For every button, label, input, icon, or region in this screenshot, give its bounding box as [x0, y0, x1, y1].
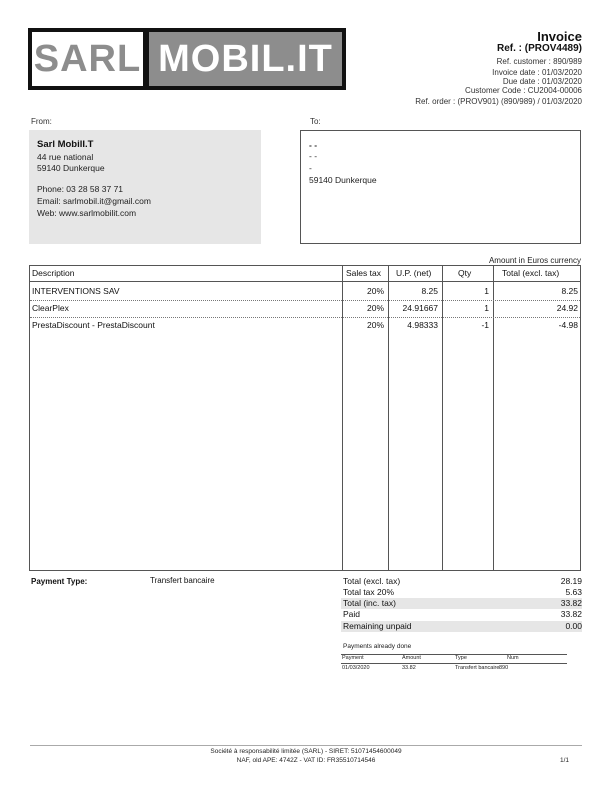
- total-value: 0.00: [565, 621, 582, 631]
- table-row: [30, 300, 580, 318]
- total-tax: [341, 587, 582, 598]
- row-tax: 20%: [366, 320, 384, 330]
- footer-divider: [30, 745, 582, 746]
- company-logo: [28, 28, 346, 90]
- row-qty: -1: [481, 320, 489, 330]
- total-label: Total (excl. tax): [343, 576, 401, 586]
- invoice-lines-table: [29, 265, 581, 571]
- pay-date: 01/03/2020: [342, 665, 370, 671]
- row-unit-price: 24.91667: [402, 303, 438, 313]
- pay-col-amount: Amount: [402, 655, 421, 661]
- invoice-ref: Ref. : (PROV4489): [496, 43, 582, 54]
- total-value: 33.82: [560, 598, 582, 608]
- row-description: ClearPlex: [32, 303, 69, 313]
- invoice-date: Invoice date : 01/03/2020: [492, 68, 582, 77]
- sender-email: Email: sarlmobil.it@gmail.com: [37, 196, 151, 206]
- table-header: [30, 266, 580, 282]
- total-value: 5.63: [565, 587, 582, 597]
- row-total: 24.92: [556, 303, 578, 313]
- payments-done-title: Payments already done: [343, 643, 412, 650]
- pay-col-payment: Payment: [342, 655, 364, 661]
- logo-right-text: MOBIL.IT: [149, 32, 342, 86]
- total-inc-tax: [341, 598, 582, 609]
- pay-col-num: Num: [507, 655, 519, 661]
- col-sales-tax: Sales tax: [346, 268, 381, 278]
- row-description: INTERVENTIONS SAV: [32, 286, 120, 296]
- currency-note: Amount in Euros currency: [488, 256, 581, 265]
- due-date: Due date : 01/03/2020: [502, 77, 582, 86]
- footer-legal-2: NAF, old APE: 4742Z - VAT ID: FR35510714546: [236, 757, 376, 764]
- table-row: [30, 283, 580, 301]
- total-value: 33.82: [560, 609, 582, 619]
- total-paid: [341, 609, 582, 620]
- sender-phone: Phone: 03 28 58 37 71: [37, 184, 124, 194]
- total-label: Remaining unpaid: [343, 621, 412, 631]
- row-total: -4.98: [558, 320, 578, 330]
- total-label: Total (inc. tax): [343, 598, 396, 608]
- sender-address-box: [29, 130, 261, 244]
- recipient-city: 59140 Dunkerque: [309, 175, 377, 185]
- to-label: To:: [310, 117, 321, 126]
- sender-city: 59140 Dunkerque: [37, 163, 105, 173]
- from-label: From:: [31, 117, 52, 126]
- payments-header: [341, 654, 567, 664]
- recipient-line1: - -: [309, 151, 318, 161]
- payment-type-value: Transfert bancaire: [150, 576, 215, 585]
- recipient-line2: -: [309, 163, 312, 173]
- payment-type-label: Payment Type:: [31, 577, 88, 586]
- row-total: 8.25: [561, 286, 578, 296]
- logo-left-text: SARL: [32, 32, 143, 86]
- sender-name: Sarl MobilI.T: [37, 139, 94, 150]
- total-value: 28.19: [560, 576, 582, 586]
- recipient-name: - -: [309, 140, 318, 150]
- row-unit-price: 4.98333: [407, 320, 438, 330]
- total-excl-tax: [341, 576, 582, 587]
- ref-order: Ref. order : (PROV901) (890/989) / 01/03/2020: [415, 97, 582, 106]
- total-label: Total tax 20%: [343, 587, 395, 597]
- payments-row: [341, 664, 567, 672]
- pay-type: Transfert bancaire: [455, 665, 500, 671]
- footer-legal-1: Société à responsabilité limitée (SARL) - SIRET: 51071454600049: [210, 748, 402, 755]
- col-description: Description: [32, 268, 75, 278]
- payments-done-table: [341, 654, 567, 672]
- row-tax: 20%: [366, 286, 384, 296]
- row-tax: 20%: [366, 303, 384, 313]
- pay-num: 890: [499, 665, 509, 671]
- row-qty: 1: [484, 286, 489, 296]
- row-unit-price: 8.25: [421, 286, 438, 296]
- sender-street: 44 rue national: [37, 152, 94, 162]
- invoice-title: Invoice: [537, 29, 582, 44]
- sender-web: Web: www.sarlmobilit.com: [37, 208, 137, 218]
- customer-code: Customer Code : CU2004-00006: [465, 86, 582, 95]
- col-total: Total (excl. tax): [502, 268, 560, 278]
- remaining-unpaid: [341, 621, 582, 632]
- recipient-address-box: [300, 130, 581, 244]
- col-unit-price: U.P. (net): [396, 268, 432, 278]
- table-row: [30, 317, 580, 334]
- total-label: Paid: [343, 609, 361, 619]
- col-qty: Qty: [458, 268, 472, 278]
- page-number: 1/1: [559, 757, 569, 764]
- pay-amount: 33.82: [402, 665, 416, 671]
- pay-col-type: Type: [455, 655, 467, 661]
- row-qty: 1: [484, 303, 489, 313]
- customer-ref: Ref. customer : 890/989: [496, 57, 582, 66]
- row-description: PrestaDiscount - PrestaDiscount: [32, 320, 155, 330]
